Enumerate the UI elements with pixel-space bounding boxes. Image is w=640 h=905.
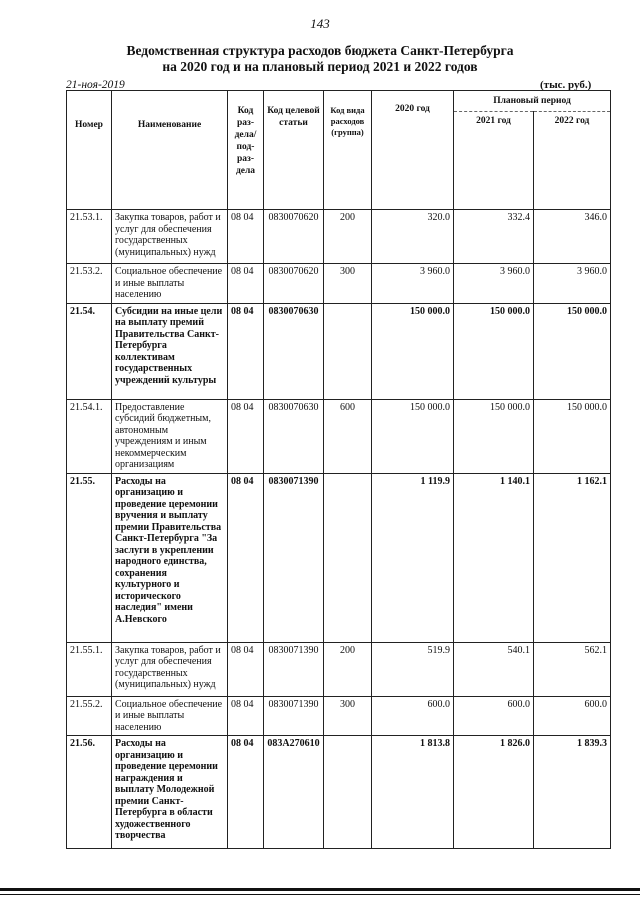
row-amount-2021: 540.1	[454, 642, 534, 696]
row-amount-2022: 600.0	[534, 696, 611, 736]
row-expense-type-code	[324, 736, 372, 849]
row-expense-type-code: 200	[324, 210, 372, 264]
row-amount-2021: 150 000.0	[454, 303, 534, 399]
row-amount-2022: 150 000.0	[534, 399, 611, 473]
row-name: Расходы на организацию и проведение церемонии вручения и выплату премии Правительства Санкт-Петербурга "За заслуги в укреплении народного единства, сохранения культурного и исторического наследия" имени А.Невского	[112, 473, 228, 642]
table-header	[67, 91, 611, 210]
row-target-code: 0830071390	[264, 642, 324, 696]
row-name: Социальное обеспечение и иные выплаты населению	[112, 696, 228, 736]
bottom-rule	[0, 888, 640, 891]
row-amount-2022: 562.1	[534, 642, 611, 696]
row-expense-type-code: 300	[324, 696, 372, 736]
row-amount-2021: 1 140.1	[454, 473, 534, 642]
row-expense-type-code: 300	[324, 264, 372, 304]
table-row	[67, 736, 611, 849]
row-number: 21.55.	[67, 473, 112, 642]
row-target-code: 0830070630	[264, 399, 324, 473]
row-amount-2021: 150 000.0	[454, 399, 534, 473]
row-amount-2022: 346.0	[534, 210, 611, 264]
row-number: 21.56.	[67, 736, 112, 849]
row-number: 21.55.2.	[67, 696, 112, 736]
table-row	[67, 473, 611, 642]
document-date: 21-ноя-2019	[66, 79, 125, 91]
row-amount-2020: 519.9	[372, 642, 454, 696]
row-amount-2020: 600.0	[372, 696, 454, 736]
row-amount-2020: 320.0	[372, 210, 454, 264]
row-amount-2021: 1 826.0	[454, 736, 534, 849]
row-expense-type-code	[324, 473, 372, 642]
row-amount-2022: 150 000.0	[534, 303, 611, 399]
row-target-code: 0830071390	[264, 696, 324, 736]
row-razdel-code: 08 04	[228, 736, 264, 849]
row-razdel-code: 08 04	[228, 399, 264, 473]
row-razdel-code: 08 04	[228, 473, 264, 642]
title-line-1: Ведомственная структура расходов бюджета Санкт-Петербурга	[126, 43, 514, 58]
header-kvr: Код вида расходов (группа)	[324, 91, 372, 210]
row-razdel-code: 08 04	[228, 303, 264, 399]
row-number: 21.54.1.	[67, 399, 112, 473]
row-razdel-code: 08 04	[228, 696, 264, 736]
title-line-2: на 2020 год и на плановый период 2021 и 2022 годов	[162, 59, 478, 74]
table-row	[67, 303, 611, 399]
row-number: 21.53.1.	[67, 210, 112, 264]
row-amount-2022: 1 839.3	[534, 736, 611, 849]
units-label: (тыс. руб.)	[540, 79, 592, 91]
row-name: Субсидии на иные цели на выплату премий Правительства Санкт-Петербурга коллективам государственных учреждений культуры	[112, 303, 228, 399]
row-amount-2021: 600.0	[454, 696, 534, 736]
header-2020: 2020 год	[372, 91, 454, 210]
row-number: 21.53.2.	[67, 264, 112, 304]
row-number: 21.54.	[67, 303, 112, 399]
row-amount-2021: 3 960.0	[454, 264, 534, 304]
row-amount-2020: 150 000.0	[372, 399, 454, 473]
table-body	[67, 210, 611, 849]
row-razdel-code: 08 04	[228, 264, 264, 304]
table-row	[67, 264, 611, 304]
row-target-code: 0830070620	[264, 210, 324, 264]
row-expense-type-code	[324, 303, 372, 399]
row-name: Закупка товаров, работ и услуг для обеспечения государственных (муниципальных) нужд	[112, 642, 228, 696]
header-plan-period: Плановый период	[454, 91, 611, 112]
row-target-code: 083А270610	[264, 736, 324, 849]
row-amount-2020: 3 960.0	[372, 264, 454, 304]
header-number: Номер	[67, 91, 112, 210]
row-razdel-code: 08 04	[228, 642, 264, 696]
row-name: Предоставление субсидий бюджетным, автономным учреждениям и иным некоммерческим организациям	[112, 399, 228, 473]
bottom-rule-thin	[0, 894, 640, 895]
row-number: 21.55.1.	[67, 642, 112, 696]
row-target-code: 0830071390	[264, 473, 324, 642]
row-name: Расходы на организацию и проведение церемонии награждения и выплату Молодежной премии Санкт-Петербурга в области художественного творчества	[112, 736, 228, 849]
row-amount-2020: 1 119.9	[372, 473, 454, 642]
row-name: Закупка товаров, работ и услуг для обеспечения государственных (муниципальных) нужд	[112, 210, 228, 264]
header-target: Код целевой статьи	[264, 91, 324, 210]
row-razdel-code: 08 04	[228, 210, 264, 264]
row-target-code: 0830070620	[264, 264, 324, 304]
row-name: Социальное обеспечение и иные выплаты населению	[112, 264, 228, 304]
row-expense-type-code: 600	[324, 399, 372, 473]
row-target-code: 0830070630	[264, 303, 324, 399]
header-name: Наименование	[112, 91, 228, 210]
row-amount-2020: 1 813.8	[372, 736, 454, 849]
table-row	[67, 210, 611, 264]
document-title	[0, 43, 640, 75]
budget-table	[66, 90, 611, 849]
table-row	[67, 399, 611, 473]
page-number: 143	[310, 16, 330, 31]
table-row	[67, 696, 611, 736]
row-amount-2020: 150 000.0	[372, 303, 454, 399]
row-amount-2022: 1 162.1	[534, 473, 611, 642]
header-razdel: Код раз-дела/ под-раз-дела	[228, 91, 264, 210]
row-amount-2021: 332.4	[454, 210, 534, 264]
row-expense-type-code: 200	[324, 642, 372, 696]
row-amount-2022: 3 960.0	[534, 264, 611, 304]
header-2021: 2021 год	[454, 112, 534, 210]
table-row	[67, 642, 611, 696]
header-2022: 2022 год	[534, 112, 611, 210]
